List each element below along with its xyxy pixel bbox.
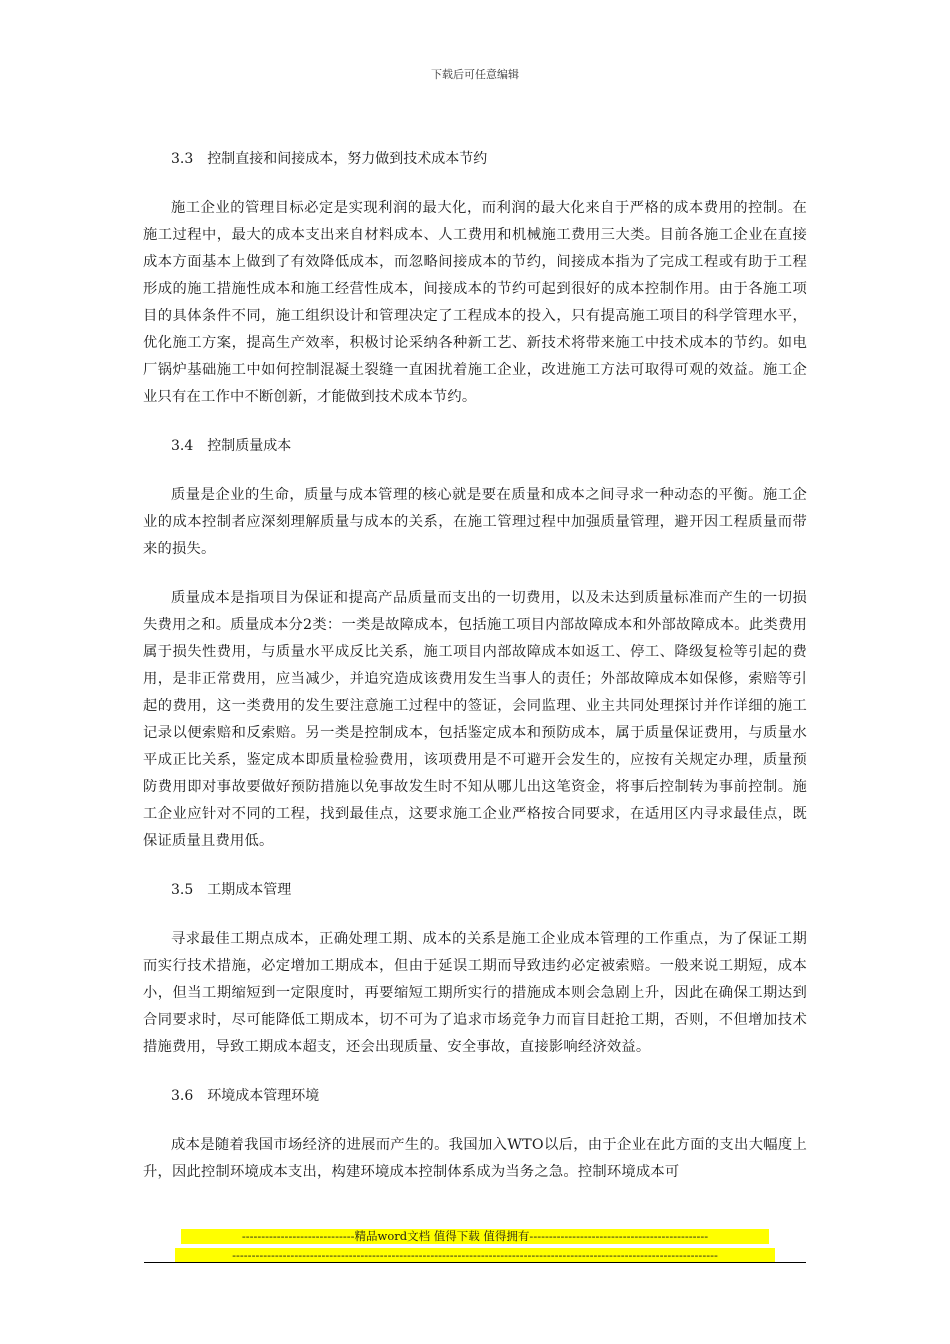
document-body [143, 146, 807, 1186]
section-heading: 3.3 控制直接和间接成本，努力做到技术成本节约 [171, 151, 488, 167]
section-heading: 3.5 工期成本管理 [171, 882, 292, 898]
section-3-6 [143, 1083, 807, 1186]
section-3-5 [143, 877, 807, 1061]
paragraph: 成本是随着我国市场经济的进展而产生的。我国加入WTO以后，由于企业在此方面的支出大幅度上升，因此控制环境成本支出，构建环境成本控制体系成为当务之急。控制环境成本可 [143, 1137, 807, 1180]
section-heading: 3.6 环境成本管理环境 [171, 1088, 320, 1104]
page-header-note: 下载后可任意编辑 [431, 68, 519, 81]
page-footer [0, 1229, 950, 1266]
section-3-3 [143, 146, 807, 411]
paragraph: 质量是企业的生命，质量与成本管理的核心就是要在质量和成本之间寻求一种动态的平衡。施工企业的成本控制者应深刻理解质量与成本的关系，在施工管理过程中加强质量管理，避开因工程质量而带来的损失。 [143, 487, 807, 557]
paragraph: 质量成本是指项目为保证和提高产品质量而支出的一切费用，以及未达到质量标准而产生的一切损失费用之和。质量成本分2类：一类是故障成本，包括施工项目内部故障成本和外部故障成本。此类费用属于损失性费用，与质量水平成反比关系，施工项目内部故障成本如返工、停工、降级复检等引起的费用，是非正常费用，应当减少，并追究造成该费用发生当事人的责任；外部故障成本如保修，索赔等引起的费用，这一类费用的发生要注意施工过程中的签证，会同监理、业主共同处理探讨并作详细的施工记录以便索赔和反索赔。另一类是控制成本，包括鉴定成本和预防成本，属于质量保证费用，与质量水平成正比关系，鉴定成本即质量检验费用，该项费用是不可避开会发生的，应按有关规定办理，质量预防费用即对事故要做好预防措施以免事故发生时不知从哪儿出这笔资金，将事后控制转为事前控制。施工企业应针对不同的工程，找到最佳点，这要求施工企业严格按合同要求，在适用区内寻求最佳点，既保证质量且费用低。 [143, 590, 807, 849]
footer-dash-line: ----------------------------------------------------------------------------------------------------------------------------- [175, 1248, 775, 1263]
paragraph: 施工企业的管理目标必定是实现利润的最大化，而利润的最大化来自于严格的成本费用的控制。在施工过程中，最大的成本支出来自材料成本、人工费用和机械施工费用三大类。目前各施工企业在直接成本方面基本上做到了有效降低成本，而忽略间接成本的节约，间接成本指为了完成工程或有助于工程形成的施工措施性成本和施工经营性成本，间接成本的节约可起到很好的成本控制作用。由于各施工项目的具体条件不同，施工组织设计和管理决定了工程成本的投入，只有提高施工项目的科学管理水平，优化施工方案，提高生产效率，积极讨论采纳各种新工艺、新技术将带来施工中技术成本的节约。如电厂锅炉基础施工中如何控制混凝土裂缝一直困扰着施工企业，改进施工方法可取得可观的效益。施工企业只有在工作中不断创新，才能做到技术成本节约。 [143, 200, 807, 405]
footer-rule [144, 1262, 806, 1263]
paragraph: 寻求最佳工期点成本，正确处理工期、成本的关系是施工企业成本管理的工作重点，为了保证工期而实行技术措施，必定增加工期成本，但由于延误工期而导致违约必定被索赔。一般来说工期短，成本小，但当工期缩短到一定限度时，再要缩短工期所实行的措施成本则会急剧上升，因此在确保工期达到合同要求时，尽可能降低工期成本，切不可为了追求市场竞争力而盲目赶抢工期，否则，不但增加技术措施费用，导致工期成本超支，还会出现质量、安全事故，直接影响经济效益。 [143, 931, 807, 1055]
section-3-4 [143, 433, 807, 855]
footer-banner-line: -----------------------------精品word文档 值得下载 值得拥有---------------------------------------------- [181, 1229, 769, 1244]
section-heading: 3.4 控制质量成本 [171, 438, 292, 454]
